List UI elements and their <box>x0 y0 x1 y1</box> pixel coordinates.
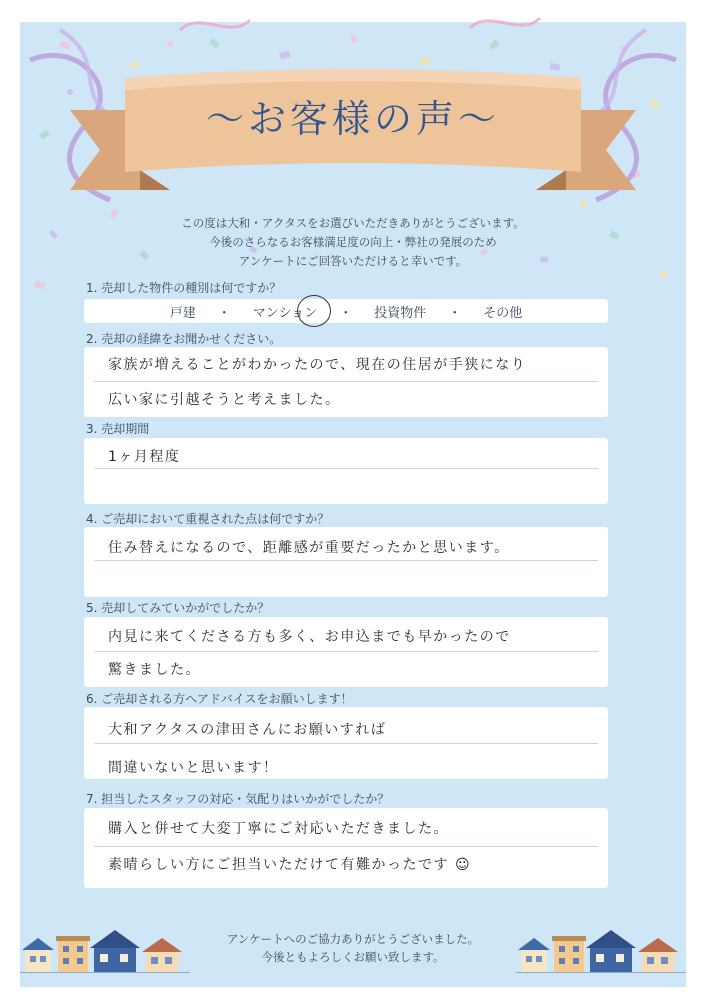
intro-line: 今後のさらなるお客様満足度の向上・弊社の発展のため <box>209 235 497 249</box>
selection-circle <box>297 295 331 327</box>
question-1: 1. 売却した物件の種別は何ですか？ <box>86 281 282 295</box>
question-2: 2. 売却の経緯をお聞かせください。 <box>86 332 282 346</box>
option-separator: ・ <box>217 305 231 321</box>
option-separator: ・ <box>339 305 353 321</box>
houses-illustration-right <box>516 928 686 973</box>
answer-box-7 <box>84 808 608 888</box>
handwritten-answer: 家族が増えることがわかったので、現在の住居が手狭になり <box>108 357 527 373</box>
intro-text <box>0 214 706 271</box>
intro-line: アンケートにご回答いただけると幸いです。 <box>238 254 468 268</box>
property-type-options <box>84 299 608 323</box>
answer-box-5 <box>84 617 608 687</box>
handwritten-answer: 大和アクタスの津田さんにお願いすれば <box>108 722 387 738</box>
question-6: 6. ご売却される方へアドバイスをお願いします！ <box>86 692 353 706</box>
closing-line: 今後ともよろしくお願い致します。 <box>261 950 445 964</box>
page-title: 〜お客様の声〜 <box>205 97 500 141</box>
option-condominium: マンション <box>253 302 317 321</box>
answer-box-3 <box>84 438 608 504</box>
question-3: 3. 売却期間 <box>86 422 150 436</box>
houses-illustration-left <box>20 928 190 973</box>
intro-line: この度は大和・アクタスをお選びいただきありがとうございます。 <box>181 216 525 230</box>
answer-box-1 <box>84 299 608 323</box>
question-4: 4. ご売却において重視された点は何ですか？ <box>86 512 330 526</box>
option-other: その他 <box>483 305 523 321</box>
answer-box-2 <box>84 347 608 417</box>
answer-box-4 <box>84 527 608 597</box>
question-5: 5. 売却してみていかがでしたか？ <box>86 601 270 615</box>
handwritten-answer: 1ヶ月程度 <box>108 449 181 465</box>
option-investment-property: 投資物件 <box>374 305 427 321</box>
handwritten-answer: 内見に来てくださる方も多く、お申込までも早かったので <box>108 629 511 645</box>
option-separator: ・ <box>448 305 462 321</box>
question-7: 7. 担当したスタッフの対応・気配りはいかがでしたか？ <box>86 792 390 806</box>
closing-line: アンケートへのご協力ありがとうございました。 <box>226 932 480 946</box>
option-detached-house: 戸建 <box>169 305 196 321</box>
handwritten-answer: 素晴らしい方にご担当いただけて有難かったです ☺ <box>108 857 472 873</box>
answer-box-6 <box>84 707 608 779</box>
handwritten-answer: 購入と併せて大変丁寧にご対応いただきました。 <box>108 821 449 837</box>
handwritten-answer: 広い家に引越そうと考えました。 <box>108 392 341 408</box>
handwritten-answer: 驚きました。 <box>108 662 201 678</box>
handwritten-answer: 間違いないと思います！ <box>108 760 279 776</box>
handwritten-answer: 住み替えになるので、距離感が重要だったかと思います。 <box>108 540 510 556</box>
